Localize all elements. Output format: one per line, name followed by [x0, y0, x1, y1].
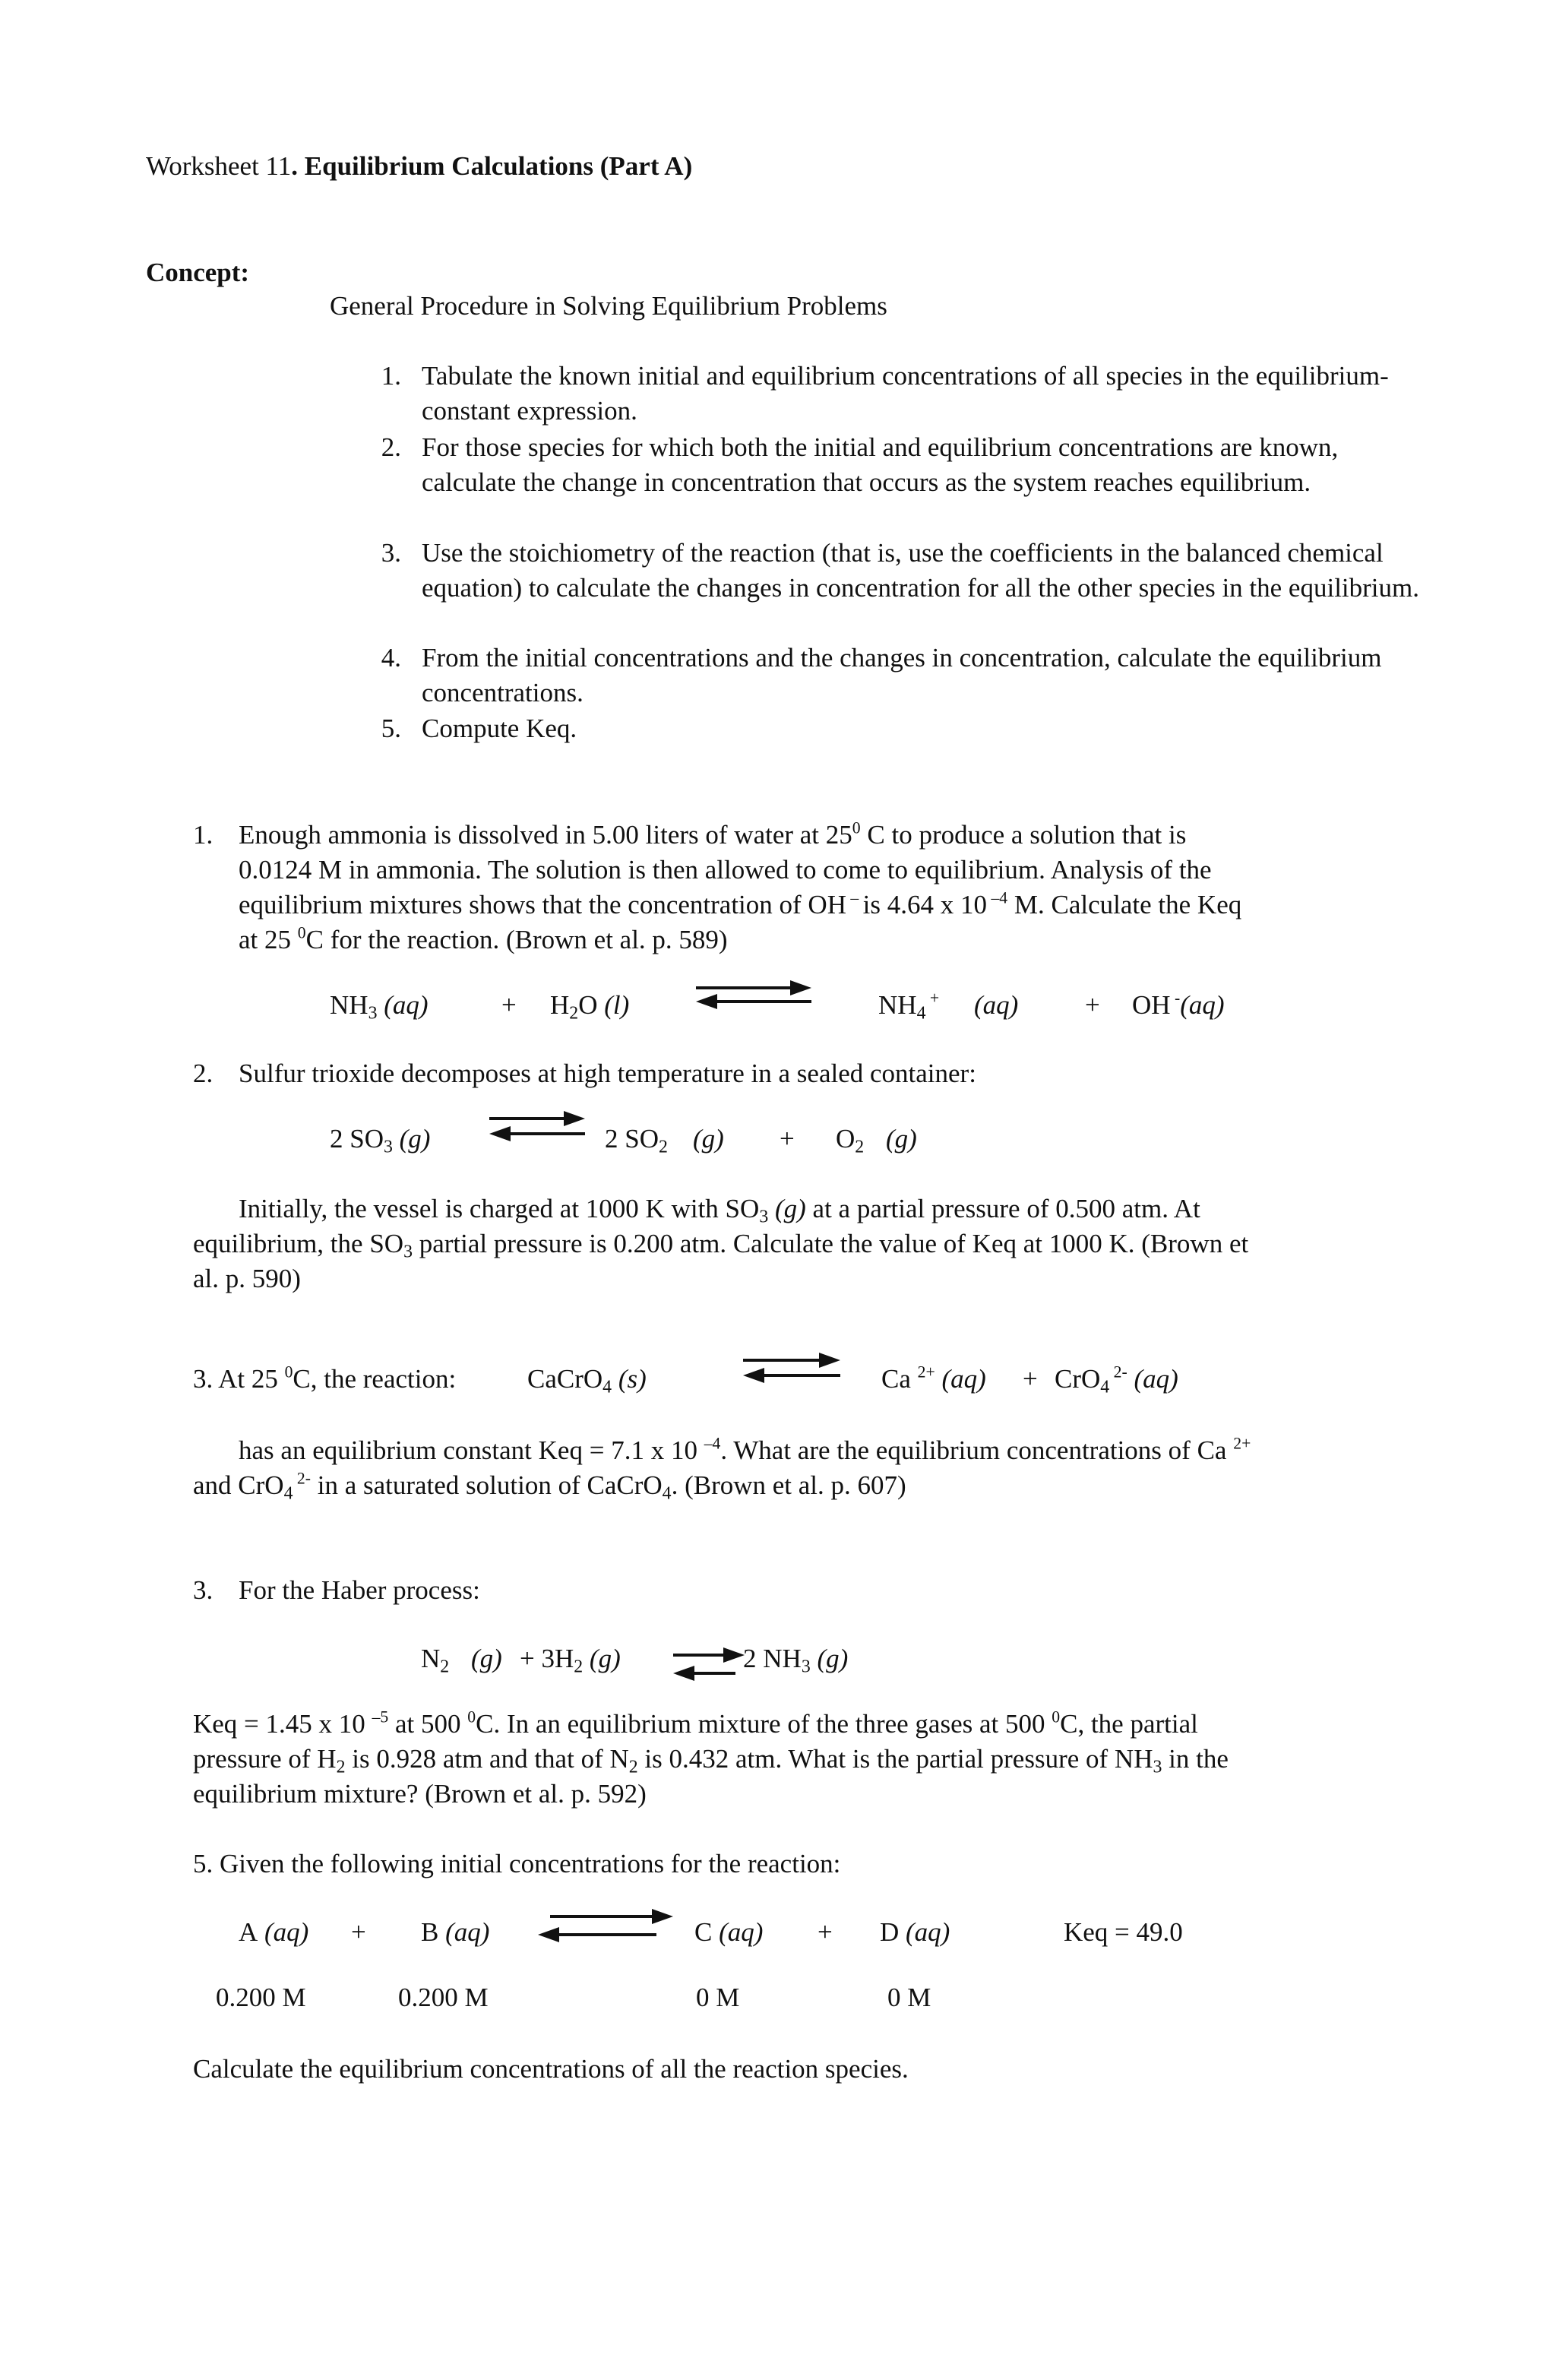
question-text-line: and CrO$_4$ $^{2-}$ in a saturated solution of CaCrO$_4$. (Brown et al. p. 607) [193, 1469, 906, 1504]
plus-sign: + [501, 990, 517, 1020]
reactant-so3: 2 $SO_3$ (g) [330, 1124, 431, 1157]
plus-sign: + [351, 1917, 366, 1947]
equilibrium-arrow-icon [486, 1106, 588, 1144]
question-text-line: For the Haber process: [239, 1575, 480, 1605]
reactant-h2: + $3H_2$ (g) [520, 1644, 621, 1677]
equilibrium-arrow-icon [535, 1904, 676, 1947]
reactant-n2: $N_2$ [421, 1644, 450, 1677]
question-text-line: pressure of $H_2$ is 0.928 atm and that of $N_2$ is 0.432 atm. What is the partial pressure of $NH_3$ in the [193, 1744, 1229, 1777]
reactant-nh3: $NH_3$ (aq) [330, 990, 429, 1024]
question-text-line: Initially, the vessel is charged at 1000 K with $SO_3$ (g) at a partial pressure of 0.500 atm. At [239, 1194, 1200, 1227]
initial-concentration-a: 0.200 M [216, 1983, 306, 2012]
worksheet-number: Worksheet 11 [146, 151, 292, 181]
question-number: 3. [193, 1575, 213, 1605]
worksheet-title [146, 149, 692, 184]
question-text-line: 0.0124 M in ammonia. The solution is then allowed to come to equilibrium. Analysis of the [239, 855, 1212, 885]
plus-sign: + [780, 1124, 795, 1154]
plus-sign: + [1085, 990, 1100, 1020]
reactant-cacro4: CaCrO$_4$ (s) [527, 1364, 647, 1397]
reactant-n2-state: (g) [471, 1644, 502, 1673]
question-text-line: has an equilibrium constant Keq = 7.1 x 10 $^{-4}$. What are the equilibrium concentrations of Ca $^{2+}$ [239, 1434, 1251, 1465]
keq-value: Keq = 49.0 [1064, 1917, 1183, 1947]
product-c: C (aq) [694, 1917, 764, 1947]
product-so2: 2 $SO_2$ [605, 1124, 668, 1157]
product-o2: $O_2$ [836, 1124, 865, 1157]
reactant-a: A (aq) [239, 1917, 309, 1947]
initial-concentration-d: 0 M [887, 1983, 931, 2012]
question-closing: Calculate the equilibrium concentrations of all the reaction species. [193, 2054, 909, 2084]
product-nh3: 2 $NH_3$ (g) [743, 1644, 849, 1677]
question-text-line: at 25 $^0$C for the reaction. (Brown et al. p. 589) [239, 923, 728, 954]
question-text-line: 5. Given the following initial concentrations for the reaction: [193, 1849, 841, 1878]
plus-sign: + [1023, 1364, 1038, 1394]
product-d: D (aq) [880, 1917, 950, 1947]
product-nh4-state: (aq) [974, 990, 1019, 1020]
product-ca: Ca $^{2+}$ (aq) [881, 1362, 986, 1394]
question-text-line: equilibrium mixture? (Brown et al. p. 592) [193, 1779, 647, 1809]
question-text-line: Sulfur trioxide decomposes at high temperature in a sealed container: [239, 1059, 976, 1088]
product-o2-state: (g) [886, 1124, 917, 1154]
concept-label: Concept: [146, 258, 250, 287]
reactant-h2o: $H_2O$ (l) [550, 990, 630, 1024]
equilibrium-arrow-icon [693, 976, 814, 1012]
question-text-line: equilibrium mixtures shows that the concentration of OH – is 4.64 x 10 $^{-4}$ M. Calculate the Keq [239, 888, 1242, 919]
initial-concentration-c: 0 M [696, 1983, 740, 2012]
question-text-line: al. p. 590) [193, 1264, 301, 1293]
question-number: 1. [193, 820, 213, 850]
equilibrium-arrow-icon [740, 1348, 843, 1386]
product-oh: OH -(aq) [1132, 989, 1225, 1020]
worksheet-heading: . Equilibrium Calculations (Part A) [291, 151, 693, 181]
initial-concentration-b: 0.200 M [398, 1983, 489, 2012]
product-nh4: $NH_4$ + [878, 989, 940, 1024]
reactant-b: B (aq) [421, 1917, 490, 1947]
product-so2-state: (g) [693, 1124, 724, 1154]
concept-subtitle: General Procedure in Solving Equilibrium Problems [330, 291, 887, 321]
equilibrium-arrow-icon [670, 1643, 746, 1685]
question-text-line: 3. At 25 $^0$C, the reaction: [193, 1362, 457, 1394]
plus-sign: + [818, 1917, 833, 1947]
product-cro4: CrO$_4$ $^{2-}$ (aq) [1055, 1362, 1178, 1397]
question-text-line: equilibrium, the $SO_3$ partial pressure is 0.200 atm. Calculate the value of Keq at 1000 K. (Brown et [193, 1229, 1249, 1262]
question-text-line: Keq = 1.45 x 10 $^{-5}$ at 500 $^0$C. In an equilibrium mixture of the three gases at 500 $^0$C, the partial [193, 1707, 1198, 1739]
question-text-line: Enough ammonia is dissolved in 5.00 liters of water at $25^0$ C to produce a solution that is [239, 818, 1187, 850]
question-number: 2. [193, 1059, 213, 1088]
